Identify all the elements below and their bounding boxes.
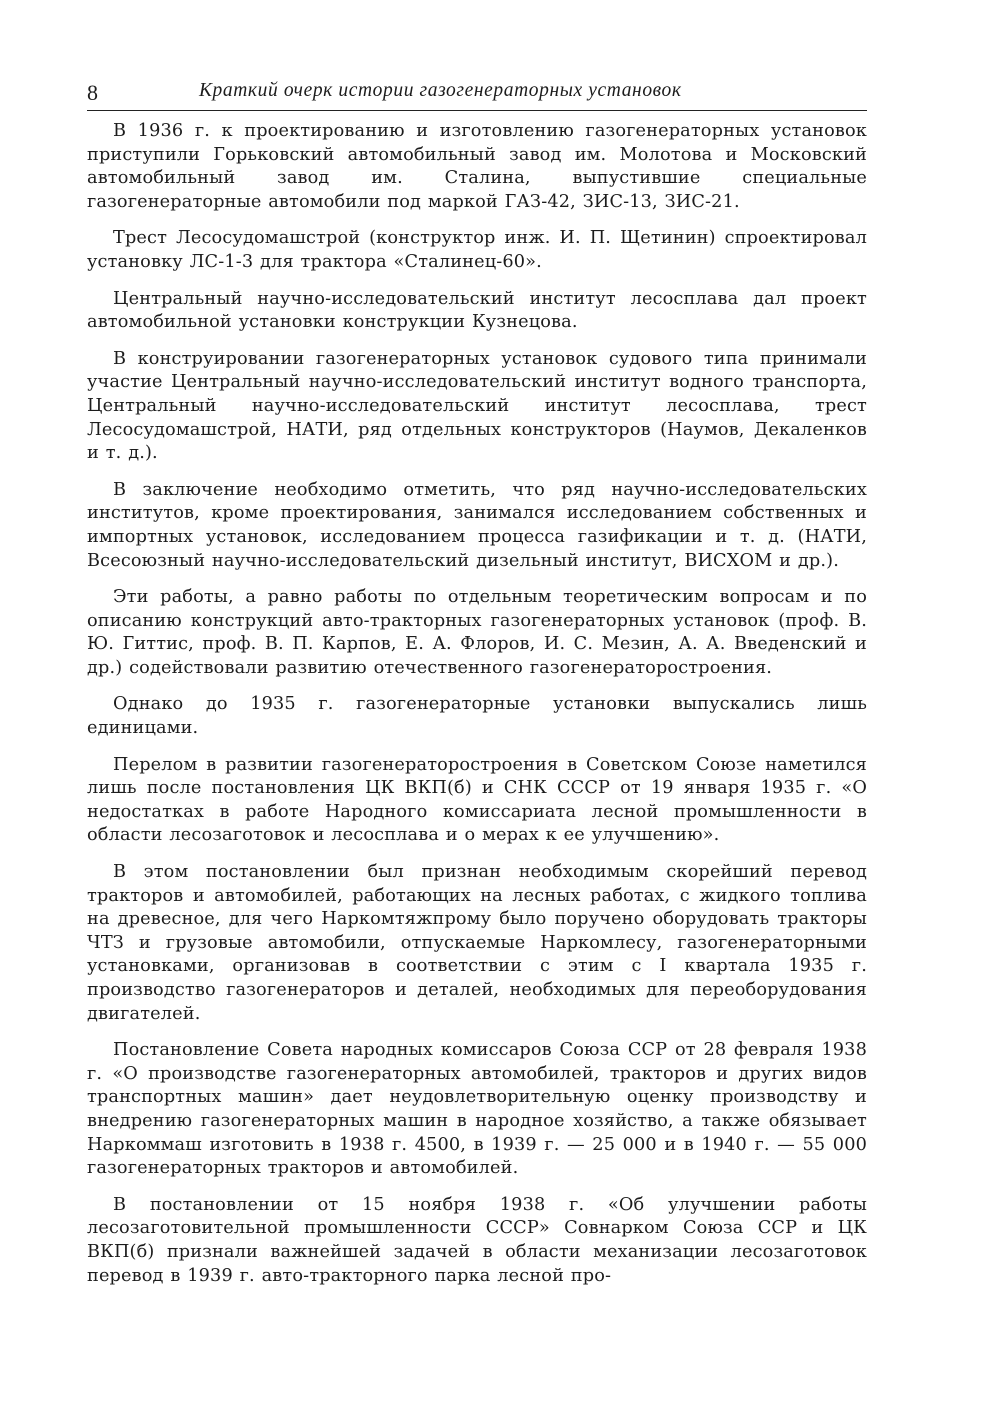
paragraph: Постановление Совета народных комиссаров Союза ССР от 28 февраля 1938 г. «О производстве газогенераторных автомобилей, тракторов и других видов транспортных машин» дает неудовлетворительную оценку производству и внедрению газогенераторных машин в народное хозяйство, а также обязывает Наркоммаш изготовить в 1938 г. 4500, в 1939 г. — 25 000 и в 1940 г. — 55 000 газогенераторных тракторов и автомобилей. (87, 1040, 867, 1179)
page-header (87, 76, 867, 111)
paragraph: В постановлении от 15 ноября 1938 г. «Об улучшении работы лесозаготовительной промышленности СССР» Совнарком Союза ССР и ЦК ВКП(б) признали важнейшей задачей в области механизации лесозаготовок перевод в 1939 г. авто-тракторного парка лесной про- (87, 1194, 867, 1286)
paragraph: Однако до 1935 г. газогенераторные установки выпускались лишь единицами. (87, 694, 867, 739)
paragraph: В конструировании газогенераторных установок судового типа принимали участие Центральный научно-исследовательский институт водного транспорта, Центральный научно-исследовательский институт лесосплава, трест Лесосудомашстрой, НАТИ, ряд отдельных конструкторов (Наумов, Декаленков и т. д.). (87, 348, 867, 464)
paragraph: В заключение необходимо отметить, что ряд научно-исследовательских институтов, кроме проектирования, занимался исследованием собственных и импортных установок, исследованием процесса газификации и т. д. (НАТИ, Всесоюзный научно-исследовательский дизельный институт, ВИСХОМ и др.). (87, 479, 867, 571)
paragraph: Эти работы, а равно работы по отдельным теоретическим вопросам и по описанию конструкций авто-тракторных газогенераторных установок (проф. В. Ю. Гиттис, проф. В. П. Карпов, Е. А. Флоров, И. С. Мезин, А. А. Введенский и др.) содействовали развитию отечественного газогенераторостроения. (87, 587, 867, 678)
paragraph: В этом постановлении был признан необходимым скорейший перевод тракторов и автомобилей, работающих на лесных работах, с жидкого топлива на древесное, для чего Наркомтяжпрому было поручено оборудовать тракторы ЧТЗ и грузовые автомобили, отпускаемые Наркомлесу, газогенераторными установками, организовав в соответствии с этим с I квартала 1935 г. производство газогенераторов и деталей, необходимых для переоборудования двигателей. (87, 862, 867, 1024)
running-title: Краткий очерк истории газогенераторных установок (199, 80, 682, 101)
book-page (87, 76, 867, 1288)
page-number: 8 (87, 80, 98, 105)
paragraph: Центральный научно-исследовательский институт лесосплава дал проект автомобильной установки конструкции Кузнецова. (87, 288, 867, 333)
paragraph: Перелом в развитии газогенераторостроения в Советском Союзе наметился лишь после постановления ЦК ВКП(б) и СНК СССР от 19 января 1935 г. «О недостатках в работе Народного комиссариата лесной промышленности в области лесозаготовок и лесосплава и о мерах к ее улучшению». (87, 754, 867, 846)
page-body (87, 120, 867, 1288)
paragraph: В 1936 г. к проектированию и изготовлению газогенераторных установок приступили Горьковский автомобильный завод им. Молотова и Московский автомобильный завод им. Сталина, выпустившие специальные газогенераторные автомобили под маркой ГАЗ-42, ЗИС-13, ЗИС-21. (87, 121, 867, 212)
paragraph: Трест Лесосудомашстрой (конструктор инж. И. П. Щетинин) спроектировал установку ЛС-1-3 для трактора «Сталинец-60». (87, 228, 867, 272)
